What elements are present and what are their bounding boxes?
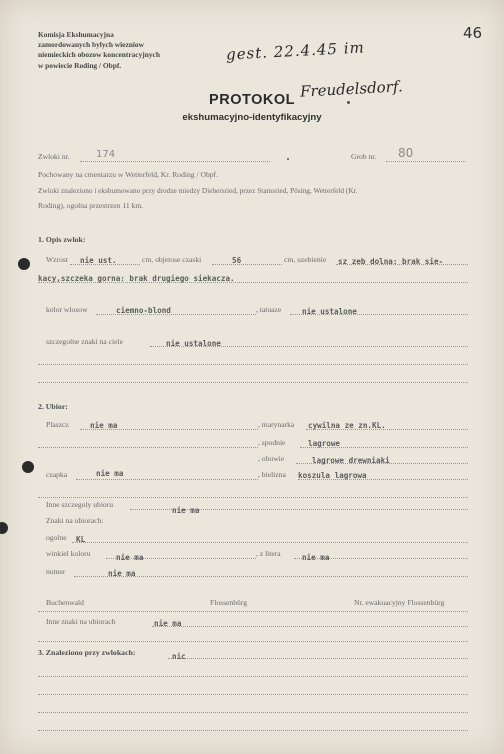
document-title: PROTOKOL	[209, 92, 295, 108]
coat-value: nie ma	[90, 421, 118, 430]
remains-label: Zwloki nr.	[38, 152, 70, 161]
tattoo-value: nie ustalone	[302, 307, 357, 316]
org-line: Komisja Ekshumacyjna	[38, 30, 114, 39]
remains-number: 174	[96, 149, 116, 160]
handwritten-death-date: gest. 22.4.45 im	[225, 38, 366, 64]
tattoo-label: , tatuaze	[256, 305, 282, 314]
page-number: 46	[463, 24, 483, 42]
teeth-value-line-1: sz zeb dolna: brak sie-	[338, 257, 444, 266]
shoes-label: , obuwie	[258, 454, 285, 463]
other-clothing-label: Inne szczegoly ubioru	[46, 500, 114, 509]
punch-hole-bottom	[0, 522, 8, 534]
other-clothing-marks-value: nie ma	[154, 619, 182, 628]
cap-label: czapka	[46, 470, 68, 479]
triangle-color-label: winkiel koloru	[46, 549, 91, 558]
teeth-label: cm, uzebienie	[284, 255, 327, 264]
burial-place: Pochowany na cmentarzu w Wetterfeld, Kr. Roding / Obpf.	[38, 170, 218, 179]
other-clothing-marks-label: Inne znaki na ubiorach	[46, 617, 116, 626]
height-label: Wzrost	[46, 255, 68, 264]
ink-mark	[287, 158, 289, 160]
hair-color-value: ciemno-blond	[116, 306, 171, 315]
section-3-heading: 3. Znaleziono przy zwlokach:	[38, 648, 136, 657]
handwritten-place: Freudelsdorf.	[299, 77, 404, 101]
found-items-value: nic	[172, 652, 186, 661]
number-label: numer	[46, 567, 66, 576]
found-location-line-2: Roding), ogolna przestrzen 11 km.	[38, 201, 144, 210]
punch-hole-top	[18, 258, 30, 270]
grave-number: 80	[398, 146, 414, 160]
section-1-heading: 1. Opis zwlok:	[38, 235, 86, 244]
punch-hole-middle	[22, 461, 34, 473]
section-2-heading: 2. Ubior:	[38, 402, 68, 411]
letter-value: nie ma	[302, 553, 330, 562]
trousers-value: lagrowe	[308, 439, 341, 448]
general-marks-label: ogolne	[46, 533, 67, 542]
skull-value: 56	[232, 256, 242, 265]
trousers-label: , spodnie	[258, 438, 286, 447]
hair-color-label: kolor wlosow	[46, 305, 88, 314]
camp-flossenburg: Flossenbürg	[210, 598, 247, 607]
org-line: niemieckich obozow koncentracyjnych	[38, 50, 160, 60]
coat-label: Plaszcz	[46, 420, 69, 429]
jacket-value: cywilna ze zn.KL.	[308, 421, 386, 430]
jacket-label: , marynarka	[258, 420, 295, 429]
underwear-value: koszula lagrowa	[298, 471, 367, 480]
other-clothing-value: nie ma	[172, 506, 200, 515]
teeth-value-line-2: kacy,szczeka gorna: brak drugiego siekacza.	[38, 274, 235, 283]
body-marks-label: szczegolne znaki na ciele	[46, 337, 123, 346]
found-location-line-1: Zwloki znaleziono i ekshumowano przy drodze miedzy Diebersried, przez Stamsried, Pösing, Wetterfeld (Kr.	[38, 186, 358, 195]
skull-label: cm, objetose czaski	[142, 255, 202, 264]
letter-label: , z litera	[256, 549, 281, 558]
height-value: nie ust.	[80, 256, 117, 265]
general-marks-value: KL	[76, 535, 86, 544]
evacuation-number-label: Nr. ewakuacyjny Flossenbürg	[354, 598, 445, 607]
grave-label: Grob nr.	[351, 152, 377, 161]
underwear-label: , bielizna	[258, 470, 286, 479]
shoes-value: lagrowe drewniaki	[312, 456, 390, 465]
cap-value: nie ma	[96, 469, 124, 478]
clothing-marks-label: Znaki na ubiorach:	[46, 516, 104, 525]
number-value: nie ma	[108, 569, 136, 578]
document-subtitle: ekshumacyjno-identyfikacyjny	[182, 112, 322, 123]
org-line: zamordowanych bylych wiezniow	[38, 40, 144, 50]
organization-block	[38, 30, 208, 71]
org-line: w powiecie Roding / Obpf.	[38, 60, 122, 70]
body-marks-value: nie ustalone	[166, 339, 221, 348]
camp-buchenwald: Buchenwald	[46, 598, 84, 607]
triangle-color-value: nie ma	[116, 553, 144, 562]
